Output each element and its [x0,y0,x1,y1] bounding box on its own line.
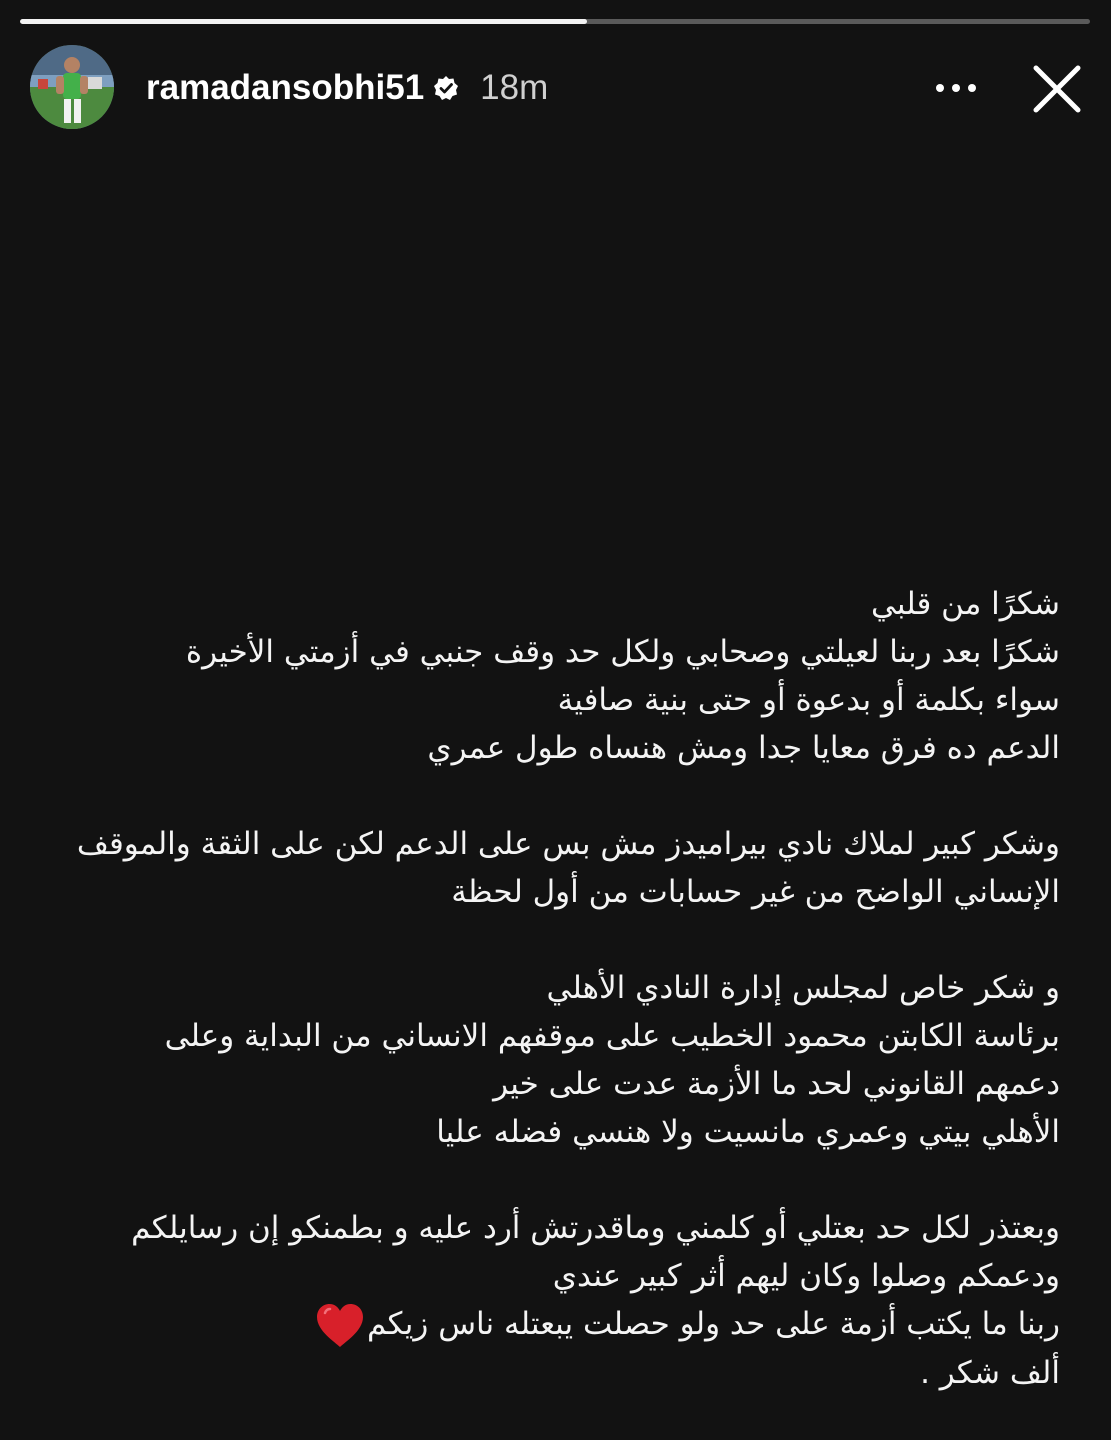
message-line: شكرًا من قلبي [871,586,1060,622]
more-options-button[interactable] [932,71,980,105]
avatar[interactable] [30,45,114,129]
close-icon [1028,60,1086,118]
avatar-photo [30,45,114,129]
post-timestamp: 18m [480,68,549,107]
story-header [30,45,1090,131]
story-progress-fill [20,19,587,24]
paragraph-gap [30,916,1060,964]
more-options-icon [934,83,978,93]
message-line: دعمهم القانوني لحد ما الأزمة عدت على خير [493,1066,1060,1102]
story-message [30,580,1060,1397]
message-line: سواء بكلمة أو بدعوة أو حتى بنية صافية [557,682,1060,718]
message-line: وبعتذر لكل حد بعتلي أو كلمني وماقدرتش أرد عليه و بطمنكو إن رسايلكم [131,1210,1060,1246]
message-line: الأهلي بيتي وعمري مانسيت ولا هنسي فضله عليا [436,1114,1060,1150]
message-line: ألف شكر . [920,1354,1060,1391]
message-line: ودعمكم وصلوا وكان ليهم أثر كبير عندي [552,1258,1060,1294]
story-progress-bar [20,19,1090,24]
message-line: برئاسة الكابتن محمود الخطيب على موقفهم الانساني من البداية وعلى [164,1018,1060,1054]
verified-badge-icon [432,74,460,102]
message-line-with-heart [30,1300,1060,1349]
message-line: شكرًا بعد ربنا لعيلتي وصحابي ولكل حد وقف جنبي في أزمتي الأخيرة [185,634,1060,670]
message-line-text: ربنا ما يكتب أزمة على حد ولو حصلت يبعتله ناس زيكم [367,1306,1060,1342]
message-line: وشكر كبير لملاك نادي بيراميدز مش بس على الدعم لكن على الثقة والموقف [76,826,1060,862]
close-button[interactable] [1028,60,1086,118]
user-meta [146,65,548,111]
message-line: الإنساني الواضح من غير حسابات من أول لحظة [451,874,1060,910]
username[interactable]: ramadansobhi51 [146,68,425,107]
message-line: الدعم ده فرق معايا جدا ومش هنساه طول عمري [427,730,1060,766]
message-line: و شكر خاص لمجلس إدارة النادي الأهلي [546,970,1060,1006]
red-heart-icon [315,1303,365,1349]
paragraph-gap [30,1156,1060,1204]
paragraph-gap [30,772,1060,820]
